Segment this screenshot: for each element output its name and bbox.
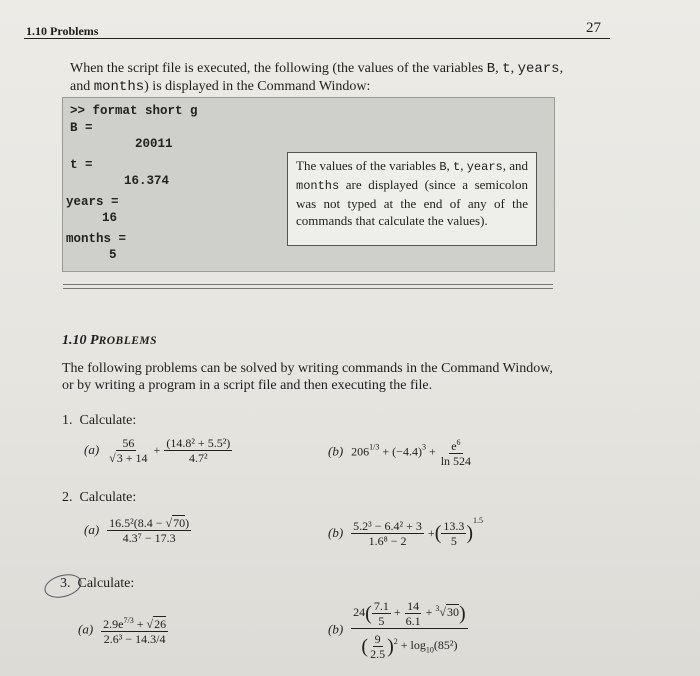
var-years: years xyxy=(517,61,560,77)
problem-2a: (a) $\frac{\text{16.5²(8.4 − √70)}}{\text{4.3⁷ − 17.3}}$ xyxy=(84,516,190,545)
problem-2-label: 2. Calculate: xyxy=(62,490,137,505)
p3a-fraction: $\frac{2.9e^{7/3} + √26}{\text{2.6³ − 14.3/4}}$ xyxy=(103,616,167,646)
var-t: t xyxy=(502,61,511,77)
p2a-fraction: $\frac{\text{16.5²(8.4 − √70)}}{\text{4.3⁷ − 17.3}}$ xyxy=(109,516,190,545)
problem-1a: (a) $\frac{56}{√3 + 14}$ + $\frac{\text{(14.8² + 5.5²)}}{\text{4.7²}}$ xyxy=(84,436,231,465)
section-description: The following problems can be solved by writing commands in the Command Window, or by writing a program in a script file and then executing the file. xyxy=(62,361,553,393)
t-label: t = xyxy=(70,158,93,172)
section-divider-top xyxy=(63,284,553,285)
p2b-fraction-1: $\frac{\text{5.2³ − 6.4² + 3}}{\text{1.6⁸ − 2}}$ xyxy=(353,518,422,548)
p3b-fraction: 24( $\frac{7.1}{5}$ + $\frac{14}{6.1}$ + $^3$√30) ( $\frac{9}{2.5}$ )$^2 + \log_{10}(85^2)$ xyxy=(351,596,468,663)
page-number: 27 xyxy=(586,20,601,36)
intro-paragraph: When the script file is executed, the following (the values of the variables B, t, years, and months) is displayed in the Command Window: xyxy=(70,61,564,95)
problem-2b: (b) $\frac{\text{5.2³ − 6.4² + 3}}{\text{1.6⁸ − 2}}$ +( $\frac{13.3}{5}$ )$^{1.5}$ xyxy=(328,516,484,548)
section-divider-bottom xyxy=(63,288,553,289)
section-heading: 1.10 PROBLEMS xyxy=(62,333,158,348)
years-label: years = xyxy=(66,195,119,209)
problem-1-label: 1. Calculate: xyxy=(62,413,137,428)
p1b-fraction: $\frac{e^6}{\ln 524}$ xyxy=(440,438,472,468)
var-months: months xyxy=(93,79,145,95)
problem-3-label: 3. Calculate: xyxy=(60,576,135,591)
header-rule xyxy=(24,38,610,39)
b-value: 20011 xyxy=(135,137,173,151)
problem-3a: (a) $\frac{2.9e^{7/3} + √26}{\text{2.6³ − 14.3/4}}$ xyxy=(78,616,167,646)
explanation-note: The values of the variables B, t, years, and months are displayed (since a semicolon was not typed at the end of any of the commands that calculate the values). xyxy=(287,152,537,246)
t-value: 16.374 xyxy=(124,174,170,188)
years-value: 16 xyxy=(102,211,118,225)
problem-3b: (b) 24( $\frac{7.1}{5}$ + $\frac{14}{6.1}$ + $^3$√30) ( $\frac{9}{2.5}$ )$^2 + \log_{10}(85^2)$ xyxy=(328,596,468,663)
b-label: B = xyxy=(70,121,93,135)
p1a-fraction-2: $\frac{\text{(14.8² + 5.5²)}}{\text{4.7²}}$ xyxy=(166,436,231,465)
months-value: 5 xyxy=(109,248,117,262)
intro-text: When the script file is executed, the following (the values of the variables xyxy=(70,61,487,76)
problem-1b: (b) $206^{1/3} + (-4.4)^3$ + $\frac{e^6}{\ln 524}$ xyxy=(328,438,472,468)
command-prompt: >> format short g xyxy=(70,104,198,118)
running-header: 1.10 Problems xyxy=(26,24,99,38)
p2b-fraction-2: $\frac{13.3}{5}$ xyxy=(443,518,465,548)
var-b: B xyxy=(486,61,496,77)
p1a-fraction-1: $\frac{56}{√3 + 14}$ xyxy=(109,436,148,465)
months-label: months = xyxy=(66,232,127,246)
